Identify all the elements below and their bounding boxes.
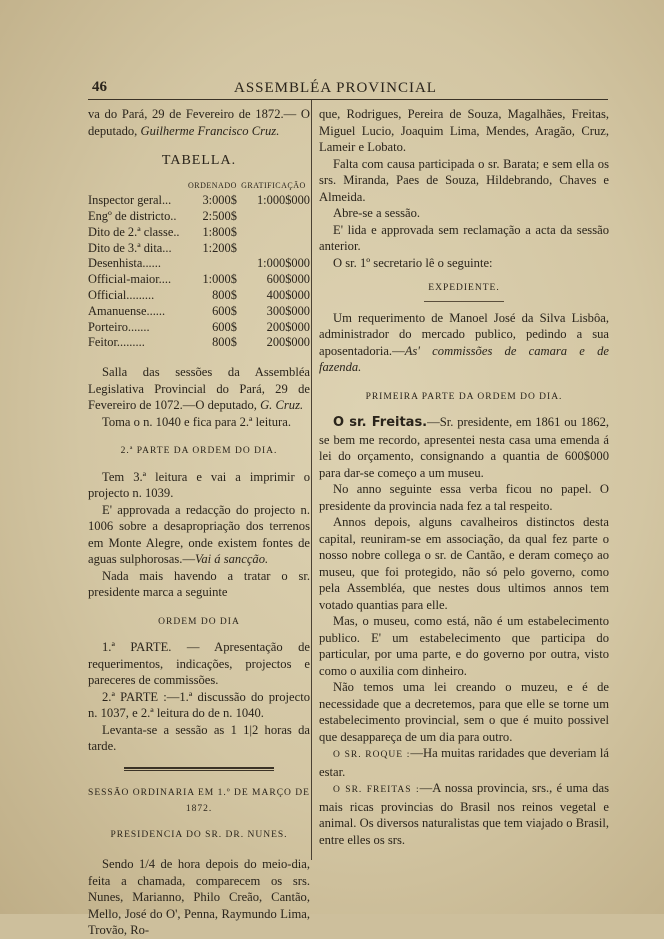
paragraph: Toma o n. 1040 e fica para 2.ª leitura.: [102, 414, 291, 429]
session-heading: SESSÃO ORDINARIA EM 1.º DE MARÇO DE 1872.: [88, 787, 310, 815]
paragraph: O SR. ROQUE :—Ha muitas raridades que deveriam lá estar.: [319, 746, 609, 779]
presidency-heading: PRESIDENCIA DO SR. DR. NUNES.: [110, 829, 288, 840]
paragraph: 2.ª PARTE :—1.ª discussão do projecto n. 1037, e 2.ª leitura do de n. 1040.: [88, 689, 310, 721]
paragraph: Abre-se a sessão.: [333, 206, 421, 220]
table-row: Engº de districto.. 2:500$: [88, 209, 237, 224]
table-row: Dito de 2.ª classe.. 1:800$: [88, 224, 237, 239]
table-title: TABELLA.: [161, 153, 237, 168]
salary-table: [88, 178, 310, 352]
left-column: [88, 106, 310, 939]
table-row: Feitor......... 800$ 200$000: [88, 335, 310, 350]
right-column: [319, 106, 609, 848]
paragraph: que, Rodrigues, Pereira de Souza, Magalhães, Freitas, Miguel Lucio, Joaquim Lima, Mendes, Aragão, Cruz, Lameir e Lobato.: [319, 107, 609, 154]
section-heading: ORDEM DO DIA: [158, 616, 240, 627]
paragraph: Não temos uma lei creando o muzeu, e é de necessidade que a decretemos, para que elle se torne um estabelecimento provincial, sem o que é muito possivel que desappareça de um dia para outro.: [319, 680, 609, 744]
section-rule: [424, 301, 504, 302]
paragraph: Um requerimento de Manoel José da Silva Lisbôa, administrador do mercado publico, pedindo a sua aposentadoria.—As' commissões de camara e de fazenda.: [319, 310, 609, 374]
table-header-row: [88, 178, 310, 194]
column-header-ordenado: ORDENADO: [188, 180, 237, 190]
page-header: [0, 79, 664, 101]
table-row: Inspector geral... 3:000$ 1:000$000: [88, 193, 310, 208]
column-header-gratificacao: GRATIFICAÇÃO: [241, 180, 306, 190]
header-rule: [88, 99, 608, 100]
paragraph: O SR. FREITAS :—A nossa provincia, srs., é uma das mais ricas provincias do Brasil nos reinos vegetal e animal. Os diversos naturalistas que tem viajado o Brasil, entre elles os srs.: [319, 781, 609, 847]
paragraph: Sendo 1/4 de hora depois do meio-dia, feita a chamada, comparecem os srs. Nunes, Marianno, Philo Creão, Cantão, Mello, José do O', Penna, Raymundo Lima, Trovão, Ro-: [88, 857, 310, 938]
paragraph: Annos depois, alguns cavalheiros distinctos desta capital, reuniram-se em associação, da qual fez parte o nosso nobre collega o sr. de Cantão, e deram começo ao museu, que foi protegido, não só pelo governo, como pela Assembléa, que nestes dous ultimos annos tem votado quantias para elle.: [319, 515, 609, 612]
paragraph: O sr. Freitas.—Sr. presidente, em 1861 ou 1862, se bem me recordo, apresentei nesta casa uma emenda á lei do orçamento, consignando a quantia de 600$000 para dar-se começo a um museu.: [319, 415, 610, 480]
table-row: Official......... 800$ 400$000: [88, 288, 310, 303]
table-row: Official-maior.... 1:000$ 600$000: [88, 272, 310, 287]
paragraph: Tem 3.ª leitura e vai a imprimir o projecto n. 1039.: [88, 469, 310, 501]
paragraph: va do Pará, 29 de Fevereiro de 1872.— O deputado, Guilherme Francisco Cruz.: [88, 107, 310, 138]
section-heading: PRIMEIRA PARTE DA ORDEM DO DIA.: [365, 391, 563, 402]
table-row: Amanuense...... 600$ 300$000: [88, 303, 310, 318]
paragraph: No anno seguinte essa verba ficou no papel. O presidente da provincia nada fez a tal respeito.: [319, 482, 609, 513]
running-title: ASSEMBLÉA PROVINCIAL: [234, 80, 437, 96]
section-heading: 2.ª PARTE DA ORDEM DO DIA.: [120, 446, 278, 457]
paragraph: Mas, o museu, como está, não é um estabelecimento publico. E' um estabelecimento que participa do particular, por uma parte, e do governo por outra, visto como o auxilia com dinheiro.: [319, 614, 609, 678]
paragraph: Salla das sessões da Assembléa Legislativa Provincial do Pará, 29 de Fevereiro de 1072.—O deputado, G. Cruz.: [88, 365, 310, 413]
column-divider: [311, 100, 312, 860]
section-rule: [124, 767, 274, 771]
table-row: Desenhista...... 1:000$000: [88, 256, 310, 271]
paragraph: Levanta-se a sessão as 1 1|2 horas da tarde.: [88, 722, 310, 754]
page-number: 46: [92, 79, 107, 95]
section-heading: EXPEDIENTE.: [428, 283, 500, 293]
table-row: Porteiro....... 600$ 200$000: [88, 319, 310, 334]
paragraph: Nada mais havendo a tratar o sr. presidente marca a seguinte: [88, 568, 310, 600]
paragraph: O sr. 1º secretario lê o seguinte:: [333, 255, 493, 270]
paragraph: E' approvada a redacção do projecto n. 1006 sobre a desapropriação dos terrenos em Monte Alegre, onde existem fontes de aguas sulphorosas.—Vai á sancção.: [88, 502, 310, 567]
paragraph: 1.ª PARTE. — Apresentação de requerimentos, indicações, projectos e pareceres de commissões.: [88, 640, 310, 688]
paragraph: Falta com causa participada o sr. Barata; e sem ella os srs. Miranda, Paes de Souza, Hildebrando, Chaves e Almeida.: [319, 156, 609, 204]
paragraph: E' lida e approvada sem reclamação a acta da sessão anterior.: [319, 222, 609, 253]
table-row: Dito de 3.ª dita... 1:200$: [88, 240, 237, 255]
